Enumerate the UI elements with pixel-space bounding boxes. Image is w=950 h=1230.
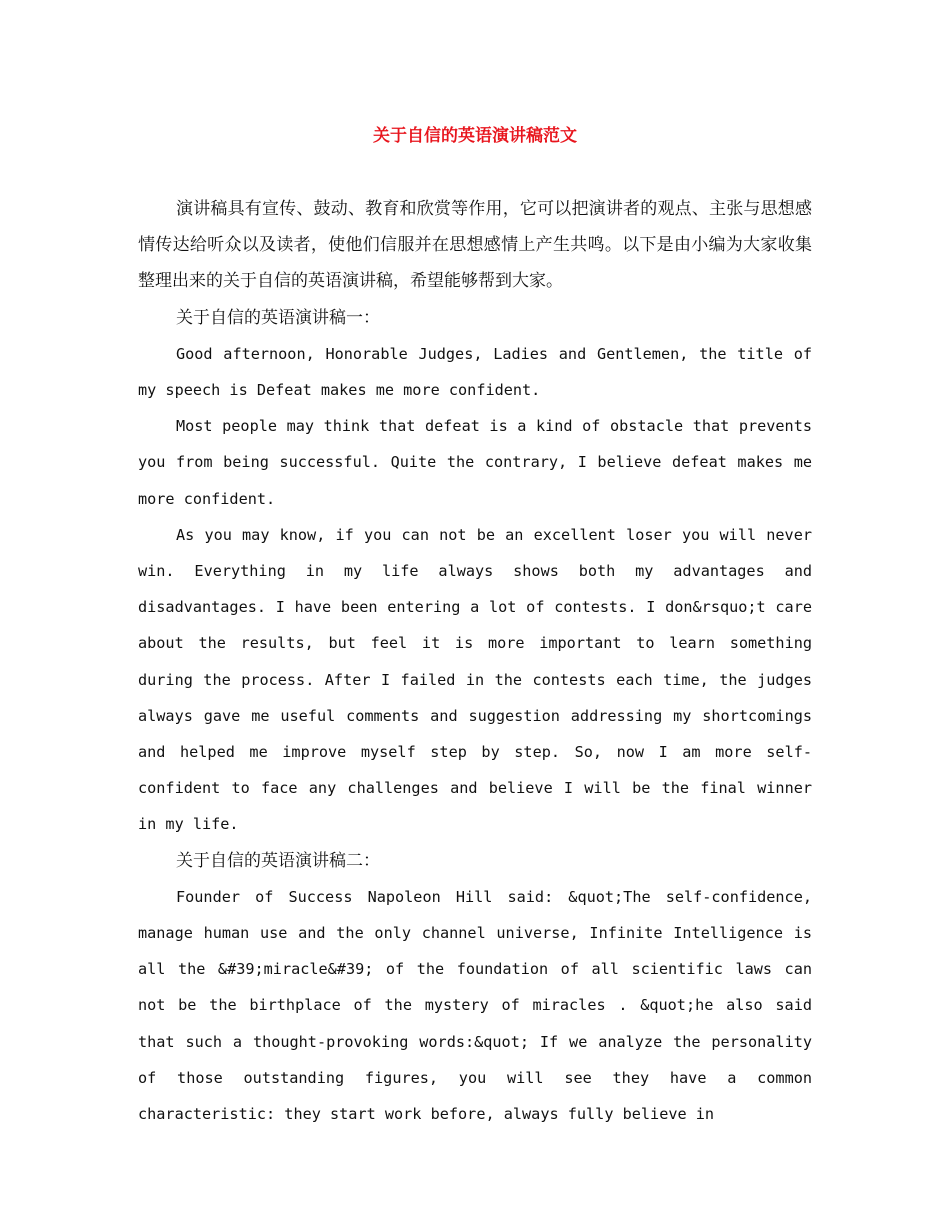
section-heading-two: 关于自信的英语演讲稿二： [176,850,380,871]
paragraph-greeting: Good afternoon, Honorable Judges, Ladies and Gentlemen, the title of my speech is Defeat makes me more confident. [138,344,812,400]
section-heading-one: 关于自信的英语演讲稿一： [176,307,380,328]
document-body [138,191,812,1132]
paragraph-loser: As you may know, if you can not be an excellent loser you will never win. Everything in my life always shows both my advantages and disadvantages. I have been entering a lot of contests. I don&rsquo;t care about the results, but feel it is more important to learn something during the process. After I failed in the contests each time, the judges always gave me useful comments and suggestion addressing my shortcomings and helped me improve myself step by step. So, now I am more self-confident to face any challenges and believe I will be the final winner in my life. [138,525,812,834]
paragraph-napoleon-hill: Founder of Success Napoleon Hill said: &quot;The self-confidence, manage human use and the only channel universe, Infinite Intelligence is all the &#39;miracle&#39; of the foundation of all scientific laws can not be the birthplace of the mystery of miracles . &quot;he also said that such a thought-provoking words:&quot; If we analyze the personality of those outstanding figures, you will see they have a common characteristic: they start work before, always fully believe in [138,887,812,1124]
paragraph-intro: 演讲稿具有宣传、鼓动、教育和欣赏等作用，它可以把演讲者的观点、主张与思想感情传达给听众以及读者，使他们信服并在思想感情上产生共鸣。以下是由小编为大家收集整理出来的关于自信的英语演讲稿，希望能够帮到大家。 [138,199,812,292]
paragraph-defeat: Most people may think that defeat is a kind of obstacle that prevents you from being successful. Quite the contrary, I believe defeat makes me more confident. [138,417,812,508]
document-title: 关于自信的英语演讲稿范文 [373,126,577,146]
